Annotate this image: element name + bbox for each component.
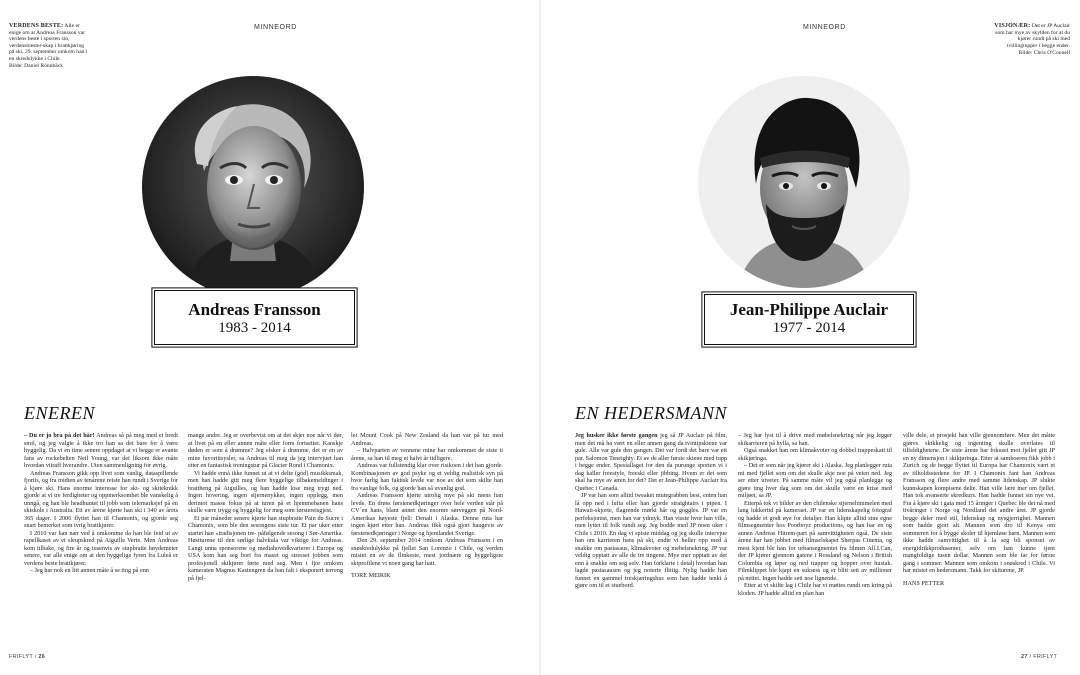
lead-in: – Du er jo bra på det hår!	[24, 432, 95, 439]
spread-gutter	[539, 0, 541, 675]
life-years: 1983 - 2014	[218, 320, 291, 336]
article-column	[24, 432, 178, 642]
lead-in: Jeg husker ikke første gangen	[575, 432, 658, 439]
body-paragraph: I 2010 var han nær ved å omkomme da han ble feid ut av rapellkaset av et sleupskred på Aiguille Verte. Men Andreas kom tilbake, og fire år og tusenvis av stupbratte høydemeter senere, var alle enige om at den hyggelige fyren fra Luleå er verdens beste brattkjører.	[24, 529, 178, 567]
lead-paragraph: – Du er jo bra på det hår! Andreas så på meg med et bredt smil, og jeg valgte å ikke tro han sa det bare for å være hyggelig. Da vi en time senere oppdaget at vi begge er avante fans av rockebelten Neil Young, var det liksom ikke måte hvordan vitraff hverandre. Uten sammenligning for øvrig.	[24, 432, 178, 469]
magazine-name: FRIFLYT	[1033, 654, 1058, 660]
body-paragraph: – Jeg har nok en litt annen måte å se ting på enn	[30, 567, 149, 574]
person-name: Andreas Fransson	[188, 300, 321, 319]
article-column	[351, 432, 503, 642]
folio-separator: /	[34, 654, 37, 660]
body-paragraph: Et par måneder senere kjørte han stupbratte Pain du Sucre i Chamonix, som ble den sesongens siste tur. Et par uker etter startet han «tradisjonen tre- påfølgende sesong i Sør-Amerika. Høstturene til den sørlige halvkula var viktige for Andreas. Langt unna sponsorene og mediahovedkvarterer i Europa og USA kom han seg bort fra maset og stresset jobben som profesjonell skikjører førte med seg. Men i fjor omkom kameraten Magnus Kastengren da han falt i eksponert terreng på fjel-	[188, 514, 343, 582]
portrait-photo	[142, 76, 364, 298]
body-paragraph: Etter at vi skilte lag i Chile har vi møttes rundt om kring på kloden. JP hadde alltid en plan han	[738, 582, 892, 597]
page-folio-right	[1021, 654, 1057, 660]
article-column	[738, 432, 892, 642]
section-tag-right: MINNEORD	[803, 24, 846, 31]
article-column	[903, 432, 1055, 642]
page-folio-left	[9, 654, 45, 660]
article-column	[575, 432, 727, 642]
body-paragraph: – Jeg har lyst til å drive med møbelsnekring når jeg legger skikarrieren på hylla, sa han.	[738, 432, 892, 447]
caption-body: Det er JP Auclair som har mye av skylden for at du kjører rundt på ski med tvillingtupper i begge ender.	[995, 23, 1070, 49]
article-headline-left: ENEREN	[24, 403, 95, 423]
photo-caption-right	[992, 23, 1070, 57]
name-plate-andreas-fransson	[154, 290, 355, 345]
body-paragraph: ville dele, et prosjekt han ville gjennomføre. Men det måtte gjøres skikkelig og ingenting skulle overlates til tilfeldighetene. De siste årene har fokuset mot fjellet gitt JP en ny dimensjon i skikjøringa. Etter at samboeren fikk jobb i Zurich og de begge flyttet til Europa har Chamonix vært et av tilholdsstedene for JP. I Chamonix fant han Andreas Fransson og flere andre med samme lidenskap. JP slukte kunnskapen kompisene delte. Han ville lære mer om fjellet. Han tok avanserte skredkurs. Han hadde funnet sin nye vei. Fra å kjøre ski i gata med 15 åringer i Quebec ble det nå med tivåringer i Norge og Nordland det andre året. JP gjorde begge deler med stil, lidenskap og nysgjerrighet. Mannen som hadde gjort alt. Mannen som dro til Kenya om sommeren for å bygge skoler til hjemløse barn. Mannen som ikke hadde samvittighet til å la seg bli sponset av energidrikkprodusenter, selv om han kunne tjent mangfoldige tusen dollar. Mannen som ble far for første gang i sommer. Mannen som omkom i snøskred i Chile. Vi har mistet en hedersmann. Takk for skiturene, JP.	[903, 432, 1055, 574]
body-paragraph: Etterpå tok vi bilder av den chilenske stjernehimmelen med lang lukkertid på kameraet. JP var en lidenskapelig fotograf og hadde et godt øye for detaljer. Han klipte alltid sine egne filmsegmenter hos Poorboyz productions, og han har en og annen Andreas Hitrem-part på samvittigheten også. De siste årene har han jobbet med filmselskapet Sherpas Cinema, og mest kjent ble han for urbansegmentet fra filmen All.I.Can, der JP kjører gjennom gatene i Rossland og Nelson i British Columbia og løper og ned trapper og hopper over hustak. Filmklippet ble kjapt en suksess og er blitt sett av millioner på nettet. Ingen hadde sett noe lignende.	[738, 499, 892, 582]
body-paragraph: Andreas Fransson kjørte utrolig mye på ski mens han levde. En drøss førstenedkjøringer over hele verden står på CV´en hans, blant annet den enorme sørveggen på Nord-Amerikas høyeste fjell: Denali i Alaska. Denne ruta har ingen kjørt etter han. Andreas fikk også gjort haugevis av førstenedkjøringer i Norge og hjemlandet Sverige.	[351, 492, 503, 537]
person-name: Jean-Philippe Auclair	[729, 300, 889, 319]
body-paragraph: – Det er som når jeg kjører ski i Alaska. Jeg planlegger ruta mi med fjellet som om det skulle skje noe på veien ned. Jeg ser etter utveier. På samme måte vil jeg også planlegge og gjøre ting hver dag som om det skulle være en krise med miljøet, sa JP.	[738, 462, 892, 499]
photo-caption-left	[9, 23, 89, 70]
body-paragraph: Også snakket han om klimakvoter og dobbel trappeskatt til skikjøringa.	[738, 447, 892, 462]
caption-body: Alle er enige om at Andreas Fransson var verdens beste i sporten sin, verdensmester-skap i brattkjøring på ski. 29. september omkom han i en skredulykke i Chile.	[9, 23, 88, 62]
portrait-andreas-fransson	[142, 76, 364, 298]
author-signature: HANS PETTER	[903, 579, 945, 587]
page-number: 26	[38, 654, 46, 660]
body-paragraph: JP var han som alltid tweaket mutegrabben best, enten han lå opp ned i lufta eller han gjorde straightairs i pipen. I Hawaii-skjorte, flagrende mørkt hår og goggles. JP var en perfeksjonist, men han var ydmyk. Han visste hvor han ville, men lyttet til folk rundt seg. Jeg bodde med JP noen uker i Chile i 2010. En dag vi spiste middag og jeg skulle intervjue han om karrieren hans på ski, endte vi heller opp med å snakke om pastasaus, klimakvoter og mebelsnekring. JP var veldig opptatt av alle de tre tingene. Mye mer opptatt av det enn å snakke om seg selv. Han forklarte i detalj hvordan han lagde pastasausen og jeg noterte flittig. Nylig hadde han funnet en gammel treskjæringshus som han hadde tenkt å gjøre om til et stuebord.	[575, 492, 727, 589]
caption-credit: Bilde: Chris O'Connell	[1018, 50, 1070, 56]
body-paragraph: Vi hadde ennå ikke funnet ut at vi delte (god) musikksmak, men han hadde gitt meg flere hyggelige tilbakemeldinger i brattheng på Aiguilles, og han hadde lose meg trygt ned. Ingen hovering, ingen stjernenykker, ingen opplegg, men derimot masse fokus på at turen på et hjemmebanen hans skulle være trygg og hyggelig for meg som førstereisgjest.	[188, 469, 343, 514]
caption-credit: Bilde: Daniel Rönnbäck	[9, 63, 64, 69]
author-signature: TORE MEIRIK	[351, 572, 391, 579]
body-paragraph: Den 29. september 2014 omkom Andreas Fransson i en snøskredulykke på fjellet San Lorenzo i Chile, og verden mistet en av de flinkeste, mest jordnære og hyggeligste skiprofilene vi noen gang har hatt.	[351, 537, 503, 567]
body-paragraph: Andreas var fullstendig klar over risikoen i det han gjorde. Kombinasjonen av god psyke og et veldig realistisk syn på hvor farlig han faktisk levde var noe av det som skilte han fra vanlige folk, og gjorde han så uvanlig god.	[351, 462, 503, 492]
article-column	[188, 432, 343, 642]
article-headline-right: EN HEDERSMANN	[575, 403, 727, 423]
body-paragraph: – Halvparten av vennene mine har omkommet de siste ti årene, sa han til meg et halvt år tidligere.	[351, 447, 503, 462]
section-tag-left: MINNEORD	[254, 24, 297, 31]
caption-title: VISJONÆR:	[994, 23, 1031, 29]
body-paragraph: mange andre. Jeg er overbevist om at det skjer noe når vi dør, at livet på en eller annen måte eller form fortsetter. Kanskje døden er som å drømme? Jeg elsker å drømme, det er en av mine favorittsysler, sa Andreas til meg da jeg intervjuet han etter en fantastisk treningstur på Glacier Rond i Chamonix.	[188, 432, 343, 469]
portrait-photo	[698, 76, 910, 288]
page-number: 27	[1021, 654, 1028, 660]
lead-paragraph: Jeg husker ikke første gangen jeg så JP Auclair på film, men det må ha vært en eller annen gang da tvintipskiene var gule. Alle var gule den gangen. Det var fordi det bare var ett par. Salomon Teneighty. Et av de aller første skiene med tupp i begge ender. Spesiallaget for den da purunge sporten vi i dag kaller freestyle, freeski eller jibbing. Hvem er det som skal ha mye av æren for det? Det er Jean-Philippe Auclair fra Quebec i Canada.	[575, 432, 727, 492]
caption-title: VERDENS BESTE:	[9, 23, 64, 29]
name-plate-jean-philippe-auclair	[704, 294, 914, 345]
magazine-name: FRIFLYT	[9, 654, 33, 660]
portrait-jean-philippe-auclair	[698, 76, 910, 288]
folio-separator: /	[1029, 654, 1032, 660]
body-paragraph: let Mount Cook på New Zealand da han var på tur med Andreas.	[351, 432, 503, 447]
body-paragraph: Andreas Fransson gikk opp livet som vanlig, dataspillende fjortis, og fra midten av tenårene reiste han rundt i Sverige for å kjøre ski. Hans enorme interesse for ski- og skiteknikk gjorde at vi tre ferdigheter og oppmerksomhet ble vanskelig å unngå, og han ble headhuntet til jobb som telemarksjef på en skiskole i Australia. Ett av årene kjørte han ski i 340 av årets 365 dager. I 2006 flyttet han til Chamonix, og gjorde seg snart bemerket som ivrig brattkjører.	[24, 469, 178, 529]
life-years: 1977 - 2014	[772, 320, 846, 336]
